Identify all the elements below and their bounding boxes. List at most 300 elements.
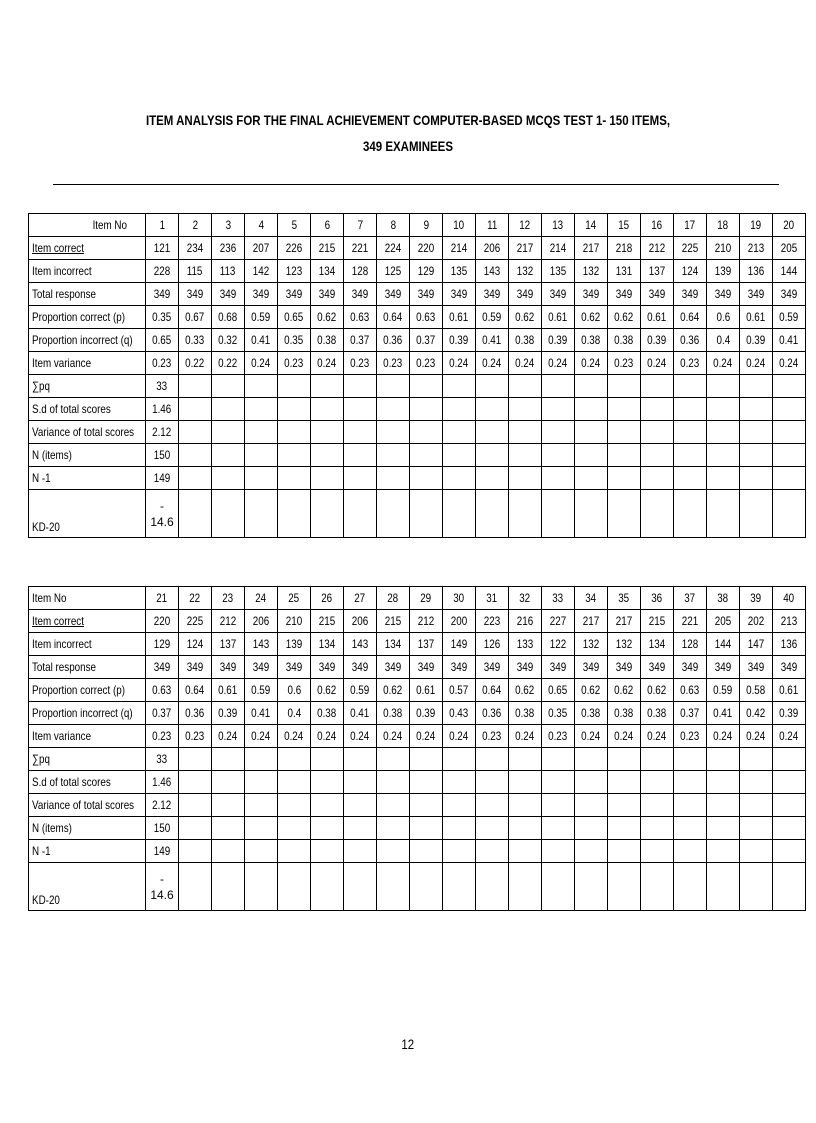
value-cell xyxy=(773,702,806,725)
value-cell-text: 210 xyxy=(285,614,303,628)
empty-cell xyxy=(641,490,674,538)
empty-cell xyxy=(542,771,575,794)
value-cell xyxy=(311,283,344,306)
empty-cell xyxy=(344,421,377,444)
value-cell xyxy=(674,283,707,306)
empty-cell xyxy=(278,421,311,444)
empty-cell xyxy=(707,375,740,398)
value-cell xyxy=(377,260,410,283)
empty-cell xyxy=(278,467,311,490)
row-label xyxy=(29,725,146,748)
row-label-text: Proportion incorrect (q) xyxy=(32,333,133,347)
value-cell-text: 349 xyxy=(549,287,567,301)
kd20-value xyxy=(146,863,179,911)
value-cell-text: 212 xyxy=(648,241,666,255)
value-cell-text: 0.39 xyxy=(416,706,436,720)
empty-cell xyxy=(509,748,542,771)
empty-cell xyxy=(542,421,575,444)
value-cell-text: 214 xyxy=(549,241,567,255)
item-number-cell xyxy=(212,587,245,610)
item-number-cell-text: 28 xyxy=(387,591,399,605)
value-cell-text: 234 xyxy=(186,241,204,255)
empty-cell xyxy=(344,490,377,538)
empty-cell xyxy=(740,421,773,444)
empty-cell xyxy=(410,467,443,490)
value-cell xyxy=(707,610,740,633)
value-cell xyxy=(509,610,542,633)
empty-cell xyxy=(542,840,575,863)
summary-row xyxy=(29,444,806,467)
value-cell xyxy=(410,633,443,656)
value-cell-text: 137 xyxy=(417,637,435,651)
value-cell-text: 129 xyxy=(417,264,435,278)
value-cell xyxy=(608,260,641,283)
value-cell-text: 349 xyxy=(285,287,303,301)
value-cell xyxy=(674,352,707,375)
empty-cell xyxy=(443,840,476,863)
empty-cell xyxy=(608,817,641,840)
value-cell-text: 202 xyxy=(747,614,765,628)
summary-row xyxy=(29,375,806,398)
value-cell xyxy=(410,679,443,702)
value-cell xyxy=(410,260,443,283)
summary-label-text: N -1 xyxy=(32,844,51,858)
value-cell-text: 0.23 xyxy=(350,356,370,370)
item-number-cell-text: 17 xyxy=(684,218,696,232)
value-cell-text: 349 xyxy=(549,660,567,674)
value-cell-text: 132 xyxy=(582,637,600,651)
item-number-cell-text: 16 xyxy=(651,218,663,232)
value-cell-text: 349 xyxy=(384,660,402,674)
summary-label xyxy=(29,748,146,771)
value-cell xyxy=(443,329,476,352)
empty-cell xyxy=(707,771,740,794)
value-cell-text: 212 xyxy=(417,614,435,628)
empty-cell xyxy=(212,840,245,863)
item-no-header-text: Item No xyxy=(32,591,67,605)
value-cell-text: 0.24 xyxy=(251,356,271,370)
empty-cell xyxy=(344,771,377,794)
value-cell-text: 0.24 xyxy=(713,356,733,370)
value-cell-text: 139 xyxy=(285,637,303,651)
value-cell xyxy=(476,329,509,352)
value-cell-text: 349 xyxy=(153,287,171,301)
value-cell-text: 349 xyxy=(351,287,369,301)
item-number-cell-text: 38 xyxy=(717,591,729,605)
summary-label xyxy=(29,444,146,467)
empty-cell xyxy=(278,444,311,467)
value-cell-text: 0.64 xyxy=(482,683,502,697)
value-cell xyxy=(509,633,542,656)
value-cell-text: 0.38 xyxy=(515,333,535,347)
value-cell xyxy=(773,679,806,702)
value-cell-text: 349 xyxy=(714,287,732,301)
value-cell-text: 0.35 xyxy=(284,333,304,347)
value-cell xyxy=(410,352,443,375)
empty-cell xyxy=(773,490,806,538)
empty-cell xyxy=(773,444,806,467)
item-no-header-text: Item No xyxy=(92,218,127,232)
value-cell xyxy=(245,679,278,702)
value-cell xyxy=(311,610,344,633)
empty-cell xyxy=(740,794,773,817)
empty-cell xyxy=(443,375,476,398)
value-cell-text: 134 xyxy=(648,637,666,651)
empty-cell xyxy=(476,863,509,911)
item-number-cell-text: 9 xyxy=(423,218,429,232)
value-cell-text: 217 xyxy=(582,614,600,628)
value-cell-text: 0.33 xyxy=(185,333,205,347)
value-cell-text: 0.62 xyxy=(647,683,667,697)
empty-cell xyxy=(575,771,608,794)
value-cell-text: 0.32 xyxy=(218,333,238,347)
value-cell-text: 0.23 xyxy=(383,356,403,370)
value-cell-text: 0.62 xyxy=(581,683,601,697)
item-number-cell xyxy=(740,214,773,237)
value-cell-text: 0.24 xyxy=(548,356,568,370)
item-number-cell-text: 25 xyxy=(288,591,300,605)
value-cell-text: 0.43 xyxy=(449,706,469,720)
document-title-line-1: ITEM ANALYSIS FOR THE FINAL ACHIEVEMENT COMPUTER-BASED MCQS TEST 1- 150 ITEMS, xyxy=(145,112,671,128)
value-cell xyxy=(674,329,707,352)
value-cell-text: 0.42 xyxy=(746,706,766,720)
value-cell xyxy=(410,725,443,748)
value-cell xyxy=(377,633,410,656)
value-cell xyxy=(608,283,641,306)
empty-cell xyxy=(608,748,641,771)
value-cell xyxy=(146,679,179,702)
value-cell xyxy=(740,725,773,748)
value-cell-text: 0.64 xyxy=(185,683,205,697)
value-cell-text: 349 xyxy=(615,287,633,301)
value-cell-text: 0.41 xyxy=(713,706,733,720)
empty-cell xyxy=(575,794,608,817)
value-cell xyxy=(344,283,377,306)
value-cell-text: 0.61 xyxy=(647,310,667,324)
value-cell xyxy=(344,329,377,352)
row-label xyxy=(29,260,146,283)
value-cell xyxy=(344,260,377,283)
item-number-cell xyxy=(575,587,608,610)
item-number-cell-text: 14 xyxy=(585,218,597,232)
empty-cell xyxy=(410,421,443,444)
empty-cell xyxy=(608,840,641,863)
empty-cell xyxy=(674,748,707,771)
value-cell-text: 0.41 xyxy=(779,333,799,347)
empty-cell xyxy=(542,375,575,398)
table-row xyxy=(29,283,806,306)
empty-cell xyxy=(179,771,212,794)
value-cell-text: 349 xyxy=(780,660,798,674)
summary-value-text: 150 xyxy=(153,821,171,835)
empty-cell xyxy=(773,421,806,444)
value-cell-text: 0.39 xyxy=(548,333,568,347)
empty-cell xyxy=(278,771,311,794)
value-cell-text: 0.23 xyxy=(482,729,502,743)
value-cell xyxy=(245,352,278,375)
kd20-value-sign: - xyxy=(160,498,164,513)
value-cell xyxy=(641,352,674,375)
summary-label xyxy=(29,817,146,840)
value-cell-text: 220 xyxy=(153,614,171,628)
value-cell xyxy=(542,679,575,702)
value-cell-text: 135 xyxy=(450,264,468,278)
empty-cell xyxy=(344,840,377,863)
empty-cell xyxy=(278,490,311,538)
kd20-value xyxy=(146,490,179,538)
value-cell-text: 0.63 xyxy=(416,310,436,324)
value-cell xyxy=(740,260,773,283)
empty-cell xyxy=(509,863,542,911)
value-cell xyxy=(542,725,575,748)
value-cell xyxy=(707,260,740,283)
value-cell-text: 0.64 xyxy=(383,310,403,324)
horizontal-rule xyxy=(53,184,779,185)
item-number-cell-text: 36 xyxy=(651,591,663,605)
empty-cell xyxy=(674,375,707,398)
empty-cell xyxy=(212,375,245,398)
empty-cell xyxy=(641,817,674,840)
value-cell-text: 0.23 xyxy=(284,356,304,370)
empty-cell xyxy=(575,840,608,863)
value-cell-text: 0.23 xyxy=(614,356,634,370)
value-cell-text: 0.23 xyxy=(680,729,700,743)
value-cell xyxy=(641,283,674,306)
value-cell xyxy=(773,656,806,679)
row-label xyxy=(29,610,146,633)
value-cell xyxy=(443,306,476,329)
empty-cell xyxy=(773,817,806,840)
empty-cell xyxy=(212,467,245,490)
summary-value-text: 149 xyxy=(153,471,171,485)
empty-cell xyxy=(179,398,212,421)
row-label-text: Item variance xyxy=(32,729,92,743)
item-number-cell xyxy=(443,587,476,610)
value-cell xyxy=(740,633,773,656)
empty-cell xyxy=(311,748,344,771)
empty-cell xyxy=(740,444,773,467)
value-cell-text: 216 xyxy=(516,614,534,628)
value-cell xyxy=(212,352,245,375)
empty-cell xyxy=(179,490,212,538)
value-cell-text: 225 xyxy=(681,241,699,255)
value-cell-text: 349 xyxy=(153,660,171,674)
value-cell-text: 227 xyxy=(549,614,567,628)
value-cell-text: 236 xyxy=(219,241,237,255)
value-cell xyxy=(212,679,245,702)
value-cell-text: 0.37 xyxy=(350,333,370,347)
empty-cell xyxy=(773,840,806,863)
value-cell xyxy=(740,237,773,260)
item-number-cell-text: 4 xyxy=(258,218,264,232)
empty-cell xyxy=(740,771,773,794)
value-cell xyxy=(509,656,542,679)
empty-cell xyxy=(179,748,212,771)
empty-cell xyxy=(509,840,542,863)
empty-cell xyxy=(278,817,311,840)
value-cell xyxy=(377,702,410,725)
value-cell-text: 0.24 xyxy=(647,356,667,370)
value-cell xyxy=(542,260,575,283)
item-analysis-table-1 xyxy=(28,213,806,538)
table-row xyxy=(29,725,806,748)
empty-cell xyxy=(674,771,707,794)
empty-cell xyxy=(410,840,443,863)
value-cell xyxy=(674,306,707,329)
item-number-cell-text: 11 xyxy=(486,218,498,232)
value-cell-text: 0.24 xyxy=(449,729,469,743)
empty-cell xyxy=(476,748,509,771)
empty-cell xyxy=(740,840,773,863)
value-cell-text: 218 xyxy=(615,241,633,255)
empty-cell xyxy=(641,794,674,817)
value-cell xyxy=(344,610,377,633)
value-cell-text: 115 xyxy=(187,264,203,278)
empty-cell xyxy=(707,444,740,467)
item-number-cell xyxy=(608,587,641,610)
value-cell xyxy=(575,329,608,352)
value-cell xyxy=(179,610,212,633)
value-cell-text: 0.24 xyxy=(383,729,403,743)
empty-cell xyxy=(410,817,443,840)
empty-cell xyxy=(377,817,410,840)
value-cell-text: 349 xyxy=(384,287,402,301)
empty-cell xyxy=(707,840,740,863)
empty-cell xyxy=(179,375,212,398)
value-cell xyxy=(575,656,608,679)
summary-label xyxy=(29,840,146,863)
empty-cell xyxy=(410,398,443,421)
value-cell-text: 349 xyxy=(582,660,600,674)
value-cell xyxy=(707,679,740,702)
value-cell-text: 0.65 xyxy=(152,333,172,347)
empty-cell xyxy=(509,375,542,398)
empty-cell xyxy=(476,771,509,794)
summary-value-text: 1.46 xyxy=(152,775,172,789)
empty-cell xyxy=(311,421,344,444)
value-cell xyxy=(575,633,608,656)
value-cell-text: 0.24 xyxy=(416,729,436,743)
value-cell xyxy=(476,656,509,679)
value-cell-text: 349 xyxy=(186,287,204,301)
value-cell xyxy=(344,237,377,260)
item-number-cell xyxy=(575,214,608,237)
value-cell-text: 134 xyxy=(384,637,402,651)
value-cell xyxy=(278,702,311,725)
empty-cell xyxy=(245,748,278,771)
value-cell-text: 349 xyxy=(747,287,765,301)
empty-cell xyxy=(311,467,344,490)
empty-cell xyxy=(344,467,377,490)
empty-cell xyxy=(278,840,311,863)
value-cell-text: 0.36 xyxy=(680,333,700,347)
empty-cell xyxy=(377,467,410,490)
value-cell xyxy=(476,633,509,656)
summary-value-text: 150 xyxy=(153,448,171,462)
item-number-cell-text: 22 xyxy=(189,591,201,605)
value-cell xyxy=(146,352,179,375)
value-cell-text: 0.38 xyxy=(515,706,535,720)
value-cell-text: 349 xyxy=(615,660,633,674)
item-number-cell xyxy=(641,587,674,610)
item-number-cell-text: 19 xyxy=(750,218,762,232)
value-cell-text: 349 xyxy=(747,660,765,674)
empty-cell xyxy=(740,398,773,421)
item-number-cell-text: 24 xyxy=(255,591,267,605)
value-cell-text: 0.38 xyxy=(383,706,403,720)
item-number-cell xyxy=(608,214,641,237)
item-number-cell-text: 20 xyxy=(783,218,795,232)
item-number-cell xyxy=(278,587,311,610)
value-cell xyxy=(773,610,806,633)
value-cell-text: 349 xyxy=(318,660,336,674)
value-cell-text: 349 xyxy=(417,287,435,301)
empty-cell xyxy=(608,863,641,911)
value-cell-text: 0.39 xyxy=(647,333,667,347)
value-cell xyxy=(311,679,344,702)
item-number-cell-text: 2 xyxy=(192,218,198,232)
item-number-cell-text: 32 xyxy=(519,591,531,605)
value-cell-text: 0.23 xyxy=(185,729,205,743)
value-cell-text: 134 xyxy=(318,637,336,651)
value-cell xyxy=(443,260,476,283)
item-number-cell-text: 12 xyxy=(519,218,531,232)
value-cell-text: 349 xyxy=(483,660,501,674)
value-cell-text: 0.37 xyxy=(416,333,436,347)
empty-cell xyxy=(773,375,806,398)
value-cell xyxy=(278,283,311,306)
empty-cell xyxy=(311,794,344,817)
value-cell-text: 0.65 xyxy=(548,683,568,697)
value-cell-text: 0.24 xyxy=(713,729,733,743)
empty-cell xyxy=(344,794,377,817)
empty-cell xyxy=(245,794,278,817)
value-cell-text: 349 xyxy=(516,660,534,674)
kd20-label xyxy=(29,490,146,538)
value-cell-text: 0.38 xyxy=(317,706,337,720)
empty-cell xyxy=(608,421,641,444)
value-cell xyxy=(542,633,575,656)
empty-cell xyxy=(476,398,509,421)
item-number-cell xyxy=(542,587,575,610)
row-label xyxy=(29,633,146,656)
value-cell-text: 0.61 xyxy=(746,310,766,324)
value-cell-text: 136 xyxy=(747,264,765,278)
value-cell xyxy=(245,237,278,260)
value-cell-text: 0.37 xyxy=(152,706,172,720)
value-cell-text: 0.59 xyxy=(779,310,799,324)
value-cell xyxy=(707,633,740,656)
item-number-cell xyxy=(179,587,212,610)
value-cell-text: 0.58 xyxy=(746,683,766,697)
value-cell-text: 144 xyxy=(714,637,732,651)
item-number-cell-text: 7 xyxy=(357,218,363,232)
summary-value xyxy=(146,794,179,817)
value-cell xyxy=(641,237,674,260)
value-cell-text: 0.62 xyxy=(515,683,535,697)
value-cell-text: 0.38 xyxy=(647,706,667,720)
kd20-row xyxy=(29,490,806,538)
empty-cell xyxy=(377,490,410,538)
empty-cell xyxy=(377,863,410,911)
kd20-value-number: 14.6 xyxy=(150,514,174,529)
empty-cell xyxy=(575,863,608,911)
row-label xyxy=(29,306,146,329)
empty-cell xyxy=(608,467,641,490)
item-number-cell xyxy=(146,587,179,610)
empty-cell xyxy=(773,748,806,771)
empty-cell xyxy=(740,467,773,490)
